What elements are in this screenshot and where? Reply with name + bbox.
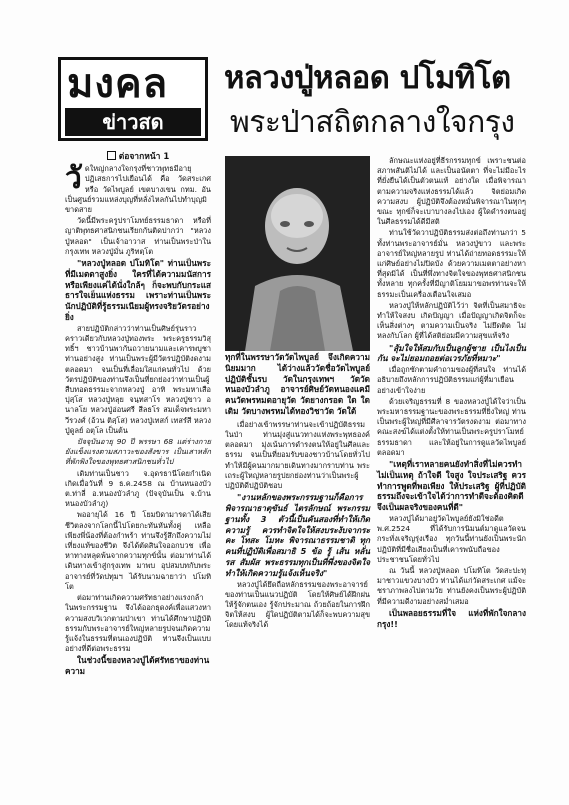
paragraph: หลวงปู่ได้มาอยู่วัดไพบูลย์ยังมิใช่อดีต พ.ศ.2524 ที่ได้รับการนิมนต์มาดูแลวัดจนกระทั่งเจริญรุ่งเรือง ทุกวันนี้ท่านยังเป็นพระนักปฏิบัติที่มีชื่อเสียงเป็นที่เคารพนับถือของประชาชนโดยทั่วไป xyxy=(377,514,526,564)
drop-cap: วั xyxy=(65,161,82,197)
article-header xyxy=(58,57,528,145)
headline: หลวงปู่หลอด ปโมทิโต xyxy=(224,60,511,96)
closing-line: เป็นพลอยธรรมที่ใจ แห่งที่พักใจกลางกรุง!! xyxy=(377,607,526,629)
paragraph: ด้วยเจริญธรรมที่ 8 ของหลวงปู่ได้ใจว่าเป็นพระมหาธรรมฐานะของพระธรรมที่ยิ่งใหญ่ ท่านเป็นพระผู้ใหญ่ที่มีศีลาจารวัตรงดงาม ต่อมาทางคณะสงฆ์ได้แต่งตั้งให้ท่านเป็นพระครูปราโมทย์ธรรมธาดา และให้อยู่ในการดูแลวัดไพบูลย์ตลอดมา xyxy=(377,396,526,457)
paragraph: วัดนี้มีพระครูปราโมทย์ธรรมธาดา หรือที่ญาติพุทธศาสนิกชนเรียกกันติดปากว่า "หลวงปู่หลอด" เป็นเจ้าอาวาส ท่านเป็นพระป่าในกรุงเทพ หลวงปู่มั่น ภูริทตฺโต xyxy=(65,216,211,256)
paragraph: สายปฏิบัติกล่าวว่าท่านเป็นศิษย์รุ่นราวคราวเดียวกับหลวงปู่ทองพระ พระครูธรรมวิสุทธิ์ฯ ชาวบ้านพากันถวายนามและเคารพบูชาท่านอย่างสูง ท่านเป็นพระผู้มีวัตรปฏิบัติงดงามตลอดมา จนเป็นที่เลื่อมใสแก่คนทั่วไป ด้วยวัตรปฏิบัติของท่านจึงเป็นที่ยกย่องว่าท่านเป็นผู้สืบทอดธรรมะจากหลวงปู่ อาทิ พระมหาเสือ ปุสฺโส หลวงปู่หลุย จนฺทสาโร หลวงปู่ขาว อนาลโย หลวงปู่อ่อนศรี สีลธโร สมเด็จพระมหาวีรวงศ์ (อ้วน ติสฺโส) หลวงปู่เทสก์ เทสรํสี หลวงปู่ดูลย์ อตุโล เป็นต้น xyxy=(65,323,211,435)
column-2 xyxy=(225,352,370,632)
paragraph: เดิมท่านเป็นชาว จ.อุดรธานีโดยกำเนิด เกิดเมื่อวันที่ 9 ธ.ค.2458 ณ บ้านหนองบัว ต.ท่าลี่ อ.หนองบัวลำภู (ปัจจุบันเป็น จ.บ้านหนองบัวลำภู) xyxy=(65,468,211,509)
paragraph: พออายุได้ 16 ปี โยมบิดามารดาได้เสียชีวิตลงจากโลกนี้ไปโดยกะทันหันทั้งคู่ เหลือเพียงพี่น้องที่ต้องกำพร้า ท่านจึงรู้สึกถึงความไม่เที่ยงแท้ของชีวิต จึงได้ตัดสินใจออกบวช เพื่อหาทางหลุดพ้นจากความทุกข์นั้น ต่อมาท่านได้เดินทางเข้าสู่กรุงเทพ มาพบ อุปสมบทกับพระอาจารย์ที่วัดปทุมฯ ได้รับนามฉายาว่า ปโมทิโต xyxy=(65,510,211,591)
logo-subtitle: ข่าวสด xyxy=(65,108,201,136)
logo-title: มงคล xyxy=(67,61,169,107)
continued-text: ต่อจากหน้า 1 xyxy=(118,152,170,162)
paragraph: ณ วันนี้ หลวงปู่หลอด ปโมทิโต วัดสะปะทุมาชาวแขวงบางบัว ท่านได้แก่วัดสระเกศ แม้จะชราภาพลงไปตามวัย ท่านยังคงเป็นพระผู้ปฏิบัติที่มีความดีงามอย่างสม่ำเสมอ xyxy=(377,566,526,606)
paragraph: ต่อมาท่านเกิดความศรัทธาอย่างแรงกล้าในพระกรรมฐาน จึงได้ออกธุดงค์เพื่อแสวงหาความสงบวิเวกตามป่าเขา ท่านได้ศึกษาปฏิบัติธรรมกับพระอาจารย์ใหญ่หลายรูปจนเกิดความรู้แจ้งในธรรมที่ตนเองปฏิบัติ ท่านจึงเป็นแบบอย่างที่ดีต่อพระธรรม xyxy=(65,593,211,654)
italic-paragraph: ปัจจุบันอายุ 90 ปี พรรษา 68 แต่ร่างกายยังแข็งแรงตามสภาวะของสังขาร เป็นเสาหลักที่พักพิงใจของพุทธศาสนิกชนทั่วไป xyxy=(65,437,211,467)
paragraph: หลวงปู่ให้หลักปฏิบัติไว้ว่า จิตที่เป็นสมาธิจะทำให้ใจสงบ เกิดปัญญา เมื่อปัญญาเกิดจิตก็จะเห็นสิ่งต่างๆ ตามความเป็นจริง ไม่ยึดติด ไม่หลงกับโลก ผู้ที่ได้สติย่อมมีความสุขแท้จริง xyxy=(377,300,526,341)
paragraph: ลักษณะแห่งอยู่ที่ธีรกรรมทุกข์ เพราะชนต่อสภาพสันติไม่ได้ และเป็นอนัตตา ที่จะไม่มีอะไรที่ยั่งยืนได้เป็นตัวตนแท้ อย่างใด เมื่อพิจารณาตามความจริงแห่งธรรมได้แล้ว จิตย่อมเกิดความสงบ ผู้ปฏิบัติจึงต้องหมั่นพิจารณาในทุกๆ ขณะ ทุกข์ก็จะเบาบางลงไปเอง ผู้ใดดำรงตนอยู่ในศีลธรรมได้ดีมีสติ xyxy=(377,156,526,227)
bold-paragraph: "เหตุที่เราหลายคนยังทำสิ่งที่ไม่ควรทำ ไม่เป็นเหตุ ถ้าใจดี ใจสูง ใจประเสริฐ ควรทำการพูดที่พอเพียง ให้ประเสริฐ ผู้ที่ปฏิบัติธรรมถึงจะเข้าใจได้ว่าการทำดีจะต้องคิดดีจึงเป็นผลจริงของคนที่ดี" xyxy=(377,459,526,513)
photo-caption: ทุกที่ในพรรษาวัดวัดไพบูลย์ จึงเกิดความนิยมมาก ได้ว่างแล้ววัดชื่อวัดไพบูลย์ปฏิบัติชั้นรบ วัดในกรุงเทพฯ วัดวัดหนองบัวลำภู อาจารย์ศิษย์วัดหนองแคมีคนวัดพรหมดอายุวัด วัดยางกรอด ใด ใดเดิม วัดบางพรหมได้ทองวิชาวัด วัดใต้ xyxy=(225,352,370,416)
subheadline: พระป่าสถิตกลางใจกรุง xyxy=(230,105,515,140)
paragraph: ท่านใช้วัดวาปฏิบัติธรรมส่งต่อถึงท่านกว่า 5 ทั้งท่านพระอาจารย์มั่น หลวงปู่ขาว และพระอาจารย์ใหญ่หลายรูป ท่านได้ถ่ายทอดธรรมะให้แก่ศิษย์อย่างไม่ปิดบัง ด้วยความเมตตาอย่างหาที่สุดมิได้ เป็นที่พึ่งทางจิตใจของพุทธศาสนิกชนทั้งหลาย ทุกครั้งที่มีญาติโยมมาขอพรท่านจะให้ธรรมะเป็นเครื่องเตือนใจเสมอ xyxy=(377,228,526,299)
paragraph: เมื่อย่างเข้าพรรษาท่านจะเข้าปฏิบัติธรรมในป่า ท่านมุ่งสู่แนวทางแห่งพระพุทธองค์ตลอดมา มุ่งเน้นการดำรงตนให้อยู่ในศีลและธรรม จนเป็นที่ยอมรับของชาวบ้านโดยทั่วไป ทำให้มีผู้คนมากมายเดินทางมากราบท่าน พระเถระผู้ใหญ่หลายรูปยกย่องท่านว่าเป็นพระผู้ปฏิบัติดีปฏิบัติชอบ xyxy=(225,419,370,490)
italic-quote: "งานหลักของพระกรรมฐานก็คือการพิจารณาธาตุขันธ์ ไตรลักษณ์ พระกรรมฐานทั้ง 3 ตัวนี้เป็นคันสองที่ทำให้เกิดความรู้ ควรทำจิตใจให้สงบระงับจากระคะ โทสะ โมหะ พิจารณาธรรมชาติ ทุกคนที่ปฏิบัติเพื่อสมาธิ 5 ข้อ รู้ เส้น หลั่น รส สัมผัส พระธรรมทุกเป็นที่พึ่งของจิตใจ ทำให้เกิดความรู้แจ้งเห็นจริง" xyxy=(225,492,370,578)
checkbox-icon xyxy=(107,151,116,160)
bold-paragraph: "หลวงปู่หลอด ปโมทิโต" ท่านเป็นพระที่มีเมตตาสูงยิ่ง ใครที่ได้ความมนัสการ หรือเพียงแค่ได้นั่งใกล้ๆ ก็จะพบกับกระแสธารใจเย็นแห่งธรรม เพราะท่านเป็นพระนักปฏิบัติที่รู้ธรรมเนียมผู้ทรงจริยวัตรอย่างยิ่ง xyxy=(65,258,211,323)
monk-photo xyxy=(225,156,370,351)
paragraph: หลวงปู่ได้ยึดถือหลักธรรมของพระอาจารย์ของท่านเป็นแนวปฏิบัติ โดยให้ศิษย์ได้ฝึกฝนให้รู้จักตนเอง รู้จักประมาณ ถ้วยถ้อยในการฝึกจิตให้สงบ ผู้ใดปฏิบัติตามได้ก็จะพบความสุขโดยแท้จริงได้ xyxy=(225,579,370,630)
continued-marker xyxy=(65,151,211,162)
column-logo xyxy=(58,57,208,141)
italic-quote: "สุ้มใจให้สมกับเป็นลูกผู้ชาย เป็นไงเป็นกัน จะไม่ยอมถอยต่อเวรภัยที่หมาะ" xyxy=(377,342,526,364)
column-1 xyxy=(65,151,211,678)
paragraph: ดใหญ่กลางใจกรุงที่ชาวพุทธมีอายุปฏิเสธการไปเยือนได้ คือ วัดสระเกศ หรือ วัดไพบูลย์ เขตบางเขน กทม. อันเป็นศูนย์รวมแหล่งบุญที่หลั่งไหลกันไปทำบุญมิขาดสาย xyxy=(65,164,211,215)
paragraph: เมื่อถูกซักตามคำถามของผู้ที่สนใจ ท่านได้อธิบายถึงหลักการปฏิบัติธรรมแก่ผู้ที่มาเยือนอย่างเข้าใจง่าย xyxy=(377,365,526,395)
portrait-image xyxy=(225,156,370,351)
bold-paragraph: ในช่วงนี้ของหลวงปู่ได้ศรัทธาของท่านความ xyxy=(65,655,210,677)
column-3 xyxy=(377,156,526,630)
